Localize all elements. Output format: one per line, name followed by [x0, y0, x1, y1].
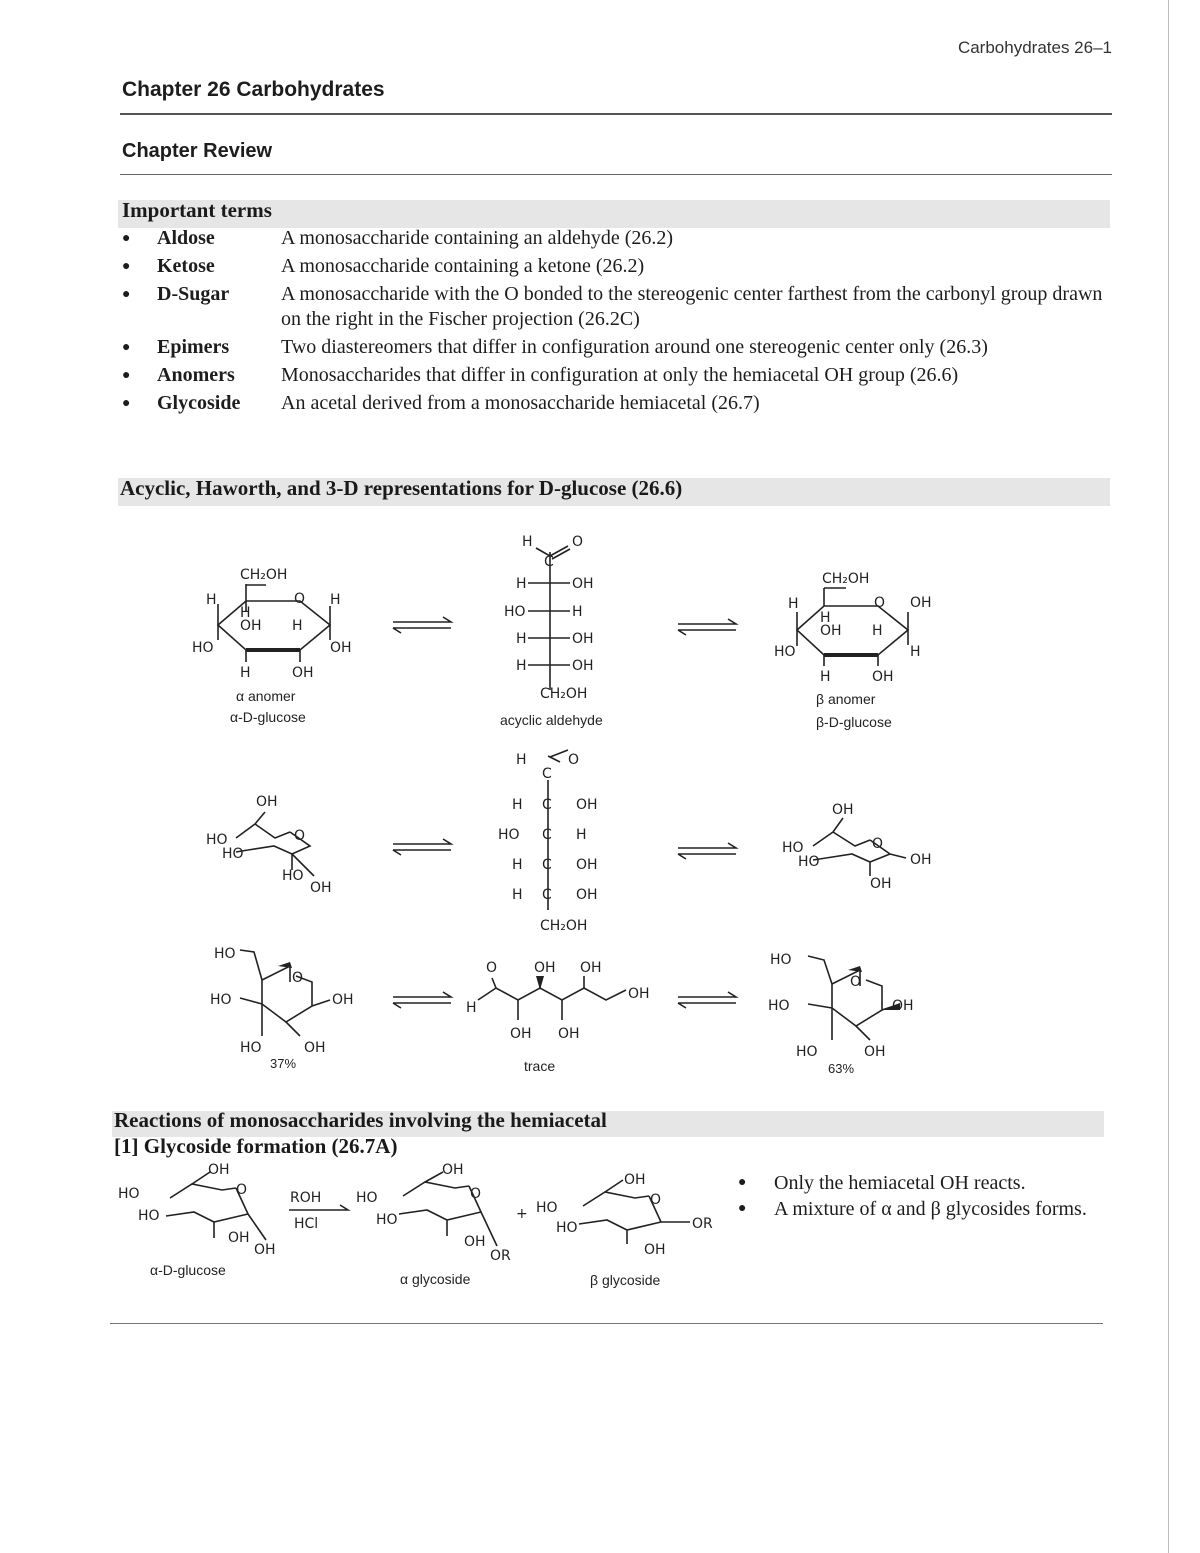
ho-label: HO: [118, 1186, 140, 1202]
oh-label: OH: [510, 1026, 532, 1042]
bullet-icon: ●: [738, 1201, 747, 1216]
ho-label: HO: [498, 827, 520, 843]
ho-label: HO: [214, 946, 236, 962]
ho-label: HO: [768, 998, 790, 1014]
ho-label: HO: [798, 854, 820, 870]
ch2oh-label: CH₂OH: [240, 567, 288, 583]
beta-glycoside-caption: β glycoside: [590, 1272, 661, 1288]
or-label: OR: [490, 1248, 511, 1264]
oh-label: OH: [228, 1230, 250, 1246]
ho-label: HO: [376, 1212, 398, 1228]
acyclic-caption: acyclic aldehyde: [500, 712, 603, 728]
bullet-icon: ●: [122, 287, 131, 302]
oh-label: OH: [256, 794, 278, 810]
percent-alpha: 37%: [270, 1056, 297, 1071]
ho-label: HO: [774, 644, 796, 660]
oh-label: OH: [580, 960, 602, 976]
note-text: Only the hemiacetal OH reacts.: [774, 1172, 1026, 1194]
terms-list: [120, 226, 1110, 419]
ho-label: HO: [796, 1044, 818, 1060]
ho-label: HO: [504, 604, 526, 620]
term-row: [120, 335, 1110, 360]
ring-o-label: O: [294, 591, 306, 607]
o-label: O: [486, 960, 498, 976]
term-name: Glycoside: [157, 392, 241, 414]
oh-label: OH: [572, 631, 594, 647]
h-label: H: [292, 618, 303, 634]
oh-label: OH: [910, 852, 932, 868]
reagent-hcl: HCl: [294, 1216, 319, 1232]
term-definition: A monosaccharide containing a ketone (26.2): [281, 255, 645, 277]
terms-heading: Important terms: [122, 198, 272, 222]
oh-label: OH: [310, 880, 332, 896]
note-item: [738, 1196, 1098, 1222]
ch2oh-label: CH₂OH: [540, 686, 588, 702]
oh-label: OH: [872, 669, 894, 685]
term-definition: Two diastereomers that differ in configuration around one stereogenic center only (26.3): [281, 336, 988, 358]
h-label: H: [516, 631, 527, 647]
or-label: OR: [692, 1216, 713, 1232]
term-row: [120, 282, 1110, 332]
h-label: H: [572, 604, 583, 620]
bullet-icon: ●: [122, 259, 131, 274]
h-label: H: [466, 1000, 477, 1016]
oh-label: OH: [534, 960, 556, 976]
divider: [110, 1323, 1103, 1324]
c-label: C: [542, 797, 552, 813]
ring-o-label: O: [470, 1186, 482, 1202]
oh-label: OH: [464, 1234, 486, 1250]
ring-o-label: O: [872, 836, 884, 852]
o-label: O: [568, 752, 580, 768]
h-label: H: [522, 534, 533, 550]
bullet-icon: ●: [738, 1175, 747, 1190]
oh-label: OH: [330, 640, 352, 656]
h-label: H: [240, 665, 251, 681]
oh-label: OH: [892, 998, 914, 1014]
reactions-heading: Reactions of monosaccharides involving the hemiacetal: [114, 1108, 607, 1132]
h-label: H: [512, 797, 523, 813]
ho-label: HO: [556, 1220, 578, 1236]
oh-label: OH: [254, 1242, 276, 1258]
c-label: C: [542, 887, 552, 903]
note-item: [738, 1170, 1098, 1196]
ring-o-label: O: [294, 828, 306, 844]
oh-label: OH: [820, 623, 842, 639]
ho-label: HO: [782, 840, 804, 856]
ring-o-label: O: [650, 1192, 662, 1208]
h-label: H: [820, 610, 831, 626]
divider: [120, 174, 1112, 175]
oh-label: OH: [292, 665, 314, 681]
oh-label: OH: [442, 1162, 464, 1178]
ch2oh-label: CH₂OH: [540, 918, 588, 934]
oh-label: OH: [870, 876, 892, 892]
percent-beta: 63%: [828, 1061, 855, 1076]
h-label: H: [512, 857, 523, 873]
alpha-caption: α anomer: [236, 688, 296, 704]
ho-label: HO: [282, 868, 304, 884]
term-definition: A monosaccharide containing an aldehyde (26.2): [281, 227, 674, 249]
term-name: Aldose: [157, 227, 215, 249]
term-name: D-Sugar: [157, 283, 230, 305]
term-row: [120, 226, 1110, 251]
oh-label: OH: [558, 1026, 580, 1042]
o-label: O: [572, 534, 584, 550]
ho-label: HO: [192, 640, 214, 656]
term-definition: Monosaccharides that differ in configuration at only the hemiacetal OH group (26.6): [281, 364, 959, 386]
h-label: H: [240, 605, 251, 621]
running-head: Carbohydrates 26–1: [957, 38, 1112, 57]
h-label: H: [910, 644, 921, 660]
oh-label: OH: [864, 1044, 886, 1060]
oh-label: OH: [572, 576, 594, 592]
term-row: [120, 363, 1110, 388]
oh-label: OH: [208, 1162, 230, 1178]
bullet-icon: ●: [122, 231, 131, 246]
term-row: [120, 254, 1110, 279]
c-label: C: [542, 857, 552, 873]
glycoside-subheading: [1] Glycoside formation (26.7A): [114, 1134, 398, 1158]
ho-label: HO: [536, 1200, 558, 1216]
ring-o-label: O: [850, 974, 862, 990]
beta-caption: β anomer: [816, 691, 876, 707]
c-label: C: [542, 766, 552, 782]
term-name: Ketose: [157, 255, 215, 277]
ho-label: HO: [770, 952, 792, 968]
bullet-icon: ●: [122, 396, 131, 411]
oh-label: OH: [304, 1040, 326, 1056]
alpha-caption: α-D-glucose: [230, 709, 306, 725]
reagent-roh: ROH: [290, 1190, 322, 1206]
h-label: H: [516, 658, 527, 674]
oh-label: OH: [624, 1172, 646, 1188]
alpha-glycoside-caption: α glycoside: [400, 1271, 471, 1287]
ring-o-label: O: [292, 970, 304, 986]
ch2oh-label: CH₂OH: [822, 571, 870, 587]
term-name: Epimers: [157, 336, 230, 358]
ho-label: HO: [356, 1190, 378, 1206]
section-title: Chapter Review: [122, 140, 273, 162]
reaction-notes: [738, 1170, 1098, 1222]
oh-label: OH: [644, 1242, 666, 1258]
h-label: H: [516, 576, 527, 592]
ho-label: HO: [210, 992, 232, 1008]
glucose-heading: Acyclic, Haworth, and 3-D representations for D-glucose (26.6): [120, 476, 683, 500]
plus-sign: +: [516, 1206, 528, 1222]
oh-label: OH: [576, 797, 598, 813]
note-text: A mixture of α and β glycosides forms.: [774, 1198, 1087, 1220]
oh-label: OH: [572, 658, 594, 674]
c-label: C: [544, 554, 554, 570]
h-label: H: [788, 596, 799, 612]
term-definition: An acetal derived from a monosaccharide hemiacetal (26.7): [281, 392, 760, 414]
oh-label: OH: [910, 595, 932, 611]
oh-label: OH: [332, 992, 354, 1008]
percent-trace: trace: [524, 1058, 556, 1074]
beta-caption: β-D-glucose: [816, 714, 892, 730]
h-label: H: [576, 827, 587, 843]
oh-label: OH: [628, 986, 650, 1002]
bullet-icon: ●: [122, 340, 131, 355]
h-label: H: [516, 752, 527, 768]
term-definition: A monosaccharide with the O bonded to the stereogenic center farthest from the carbonyl group drawn on the right in the Fischer projection (26.2C): [281, 283, 1103, 330]
term-name: Anomers: [157, 364, 235, 386]
ring-o-label: O: [874, 595, 886, 611]
c-label: C: [542, 827, 552, 843]
chapter-title: Chapter 26 Carbohydrates: [122, 78, 385, 101]
h-label: H: [820, 669, 831, 685]
oh-label: OH: [576, 857, 598, 873]
h-label: H: [330, 592, 341, 608]
ring-o-label: O: [236, 1182, 248, 1198]
ho-label: HO: [222, 846, 244, 862]
ho-label: HO: [138, 1208, 160, 1224]
oh-label: OH: [832, 802, 854, 818]
bullet-icon: ●: [122, 368, 131, 383]
oh-label: OH: [576, 887, 598, 903]
divider: [120, 113, 1112, 115]
ho-label: HO: [240, 1040, 262, 1056]
start-caption: α-D-glucose: [150, 1262, 226, 1278]
h-label: H: [872, 623, 883, 639]
term-row: [120, 391, 1110, 416]
ho-label: HO: [206, 832, 228, 848]
oh-label: OH: [240, 618, 262, 634]
h-label: H: [206, 592, 217, 608]
h-label: H: [512, 887, 523, 903]
